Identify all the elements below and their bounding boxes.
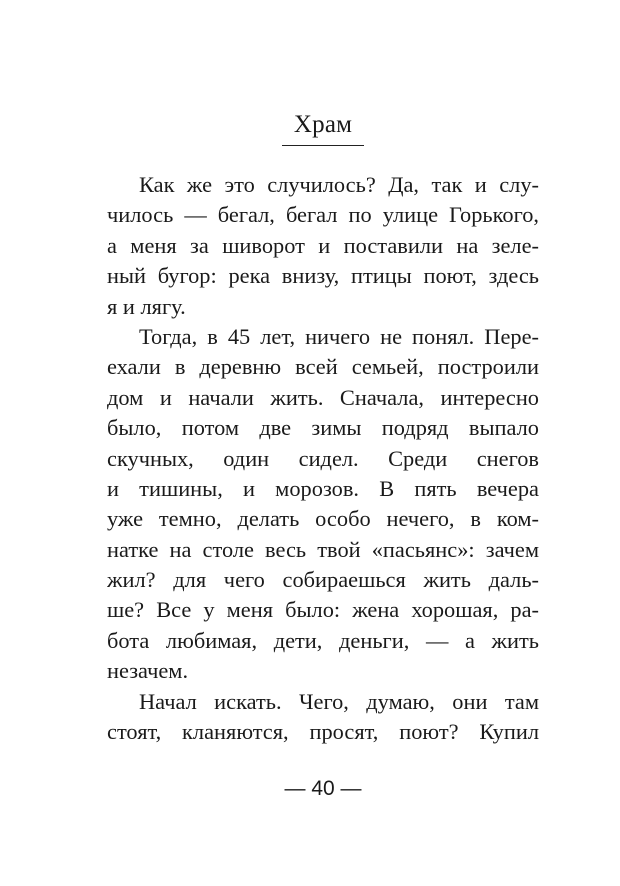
text-line: Как же это случилось? Да, так и слу- bbox=[139, 172, 539, 197]
text-line: ехали в деревню всей семьей, построили bbox=[107, 354, 539, 380]
text-line: жил? для чего собираешься жить даль- bbox=[107, 567, 539, 593]
text-line: я и лягу. bbox=[107, 293, 186, 319]
body-text bbox=[107, 170, 539, 747]
text-line: уже темно, делать особо нечего, в ком- bbox=[107, 506, 539, 532]
chapter-heading bbox=[107, 110, 539, 146]
text-line: скучных, один сидел. Среди снегов bbox=[107, 445, 539, 471]
text-line: ше? Все у меня было: жена хорошая, ра- bbox=[107, 597, 539, 623]
text-line: Тогда, в 45 лет, ничего не понял. Пере- bbox=[139, 323, 539, 349]
chapter-title: Храм bbox=[282, 110, 364, 146]
text-line: ный бугор: река внизу, птицы поют, здесь bbox=[107, 263, 539, 289]
text-line: натке на столе весь твой «пасьянс»: зачем bbox=[107, 536, 539, 562]
text-line: бота любимая, дети, деньги, — а жить bbox=[107, 627, 539, 653]
text-line: было, потом две зимы подряд выпало bbox=[107, 415, 539, 441]
text-line: а меня за шиворот и поставили на зеле- bbox=[107, 232, 539, 258]
text-line: и тишины, и морозов. В пять вечера bbox=[107, 475, 539, 501]
text-line: незачем. bbox=[107, 658, 189, 684]
text-line: дом и начали жить. Сначала, интересно bbox=[107, 384, 539, 410]
text-line: чилось — бегал, бегал по улице Горького, bbox=[107, 202, 539, 228]
page-number: — 40 — bbox=[284, 777, 362, 800]
book-page bbox=[107, 0, 539, 886]
text-line: стоят, кланяются, просят, поют? Купил bbox=[107, 719, 539, 745]
text-line: Начал искать. Чего, думаю, они там bbox=[139, 688, 539, 714]
